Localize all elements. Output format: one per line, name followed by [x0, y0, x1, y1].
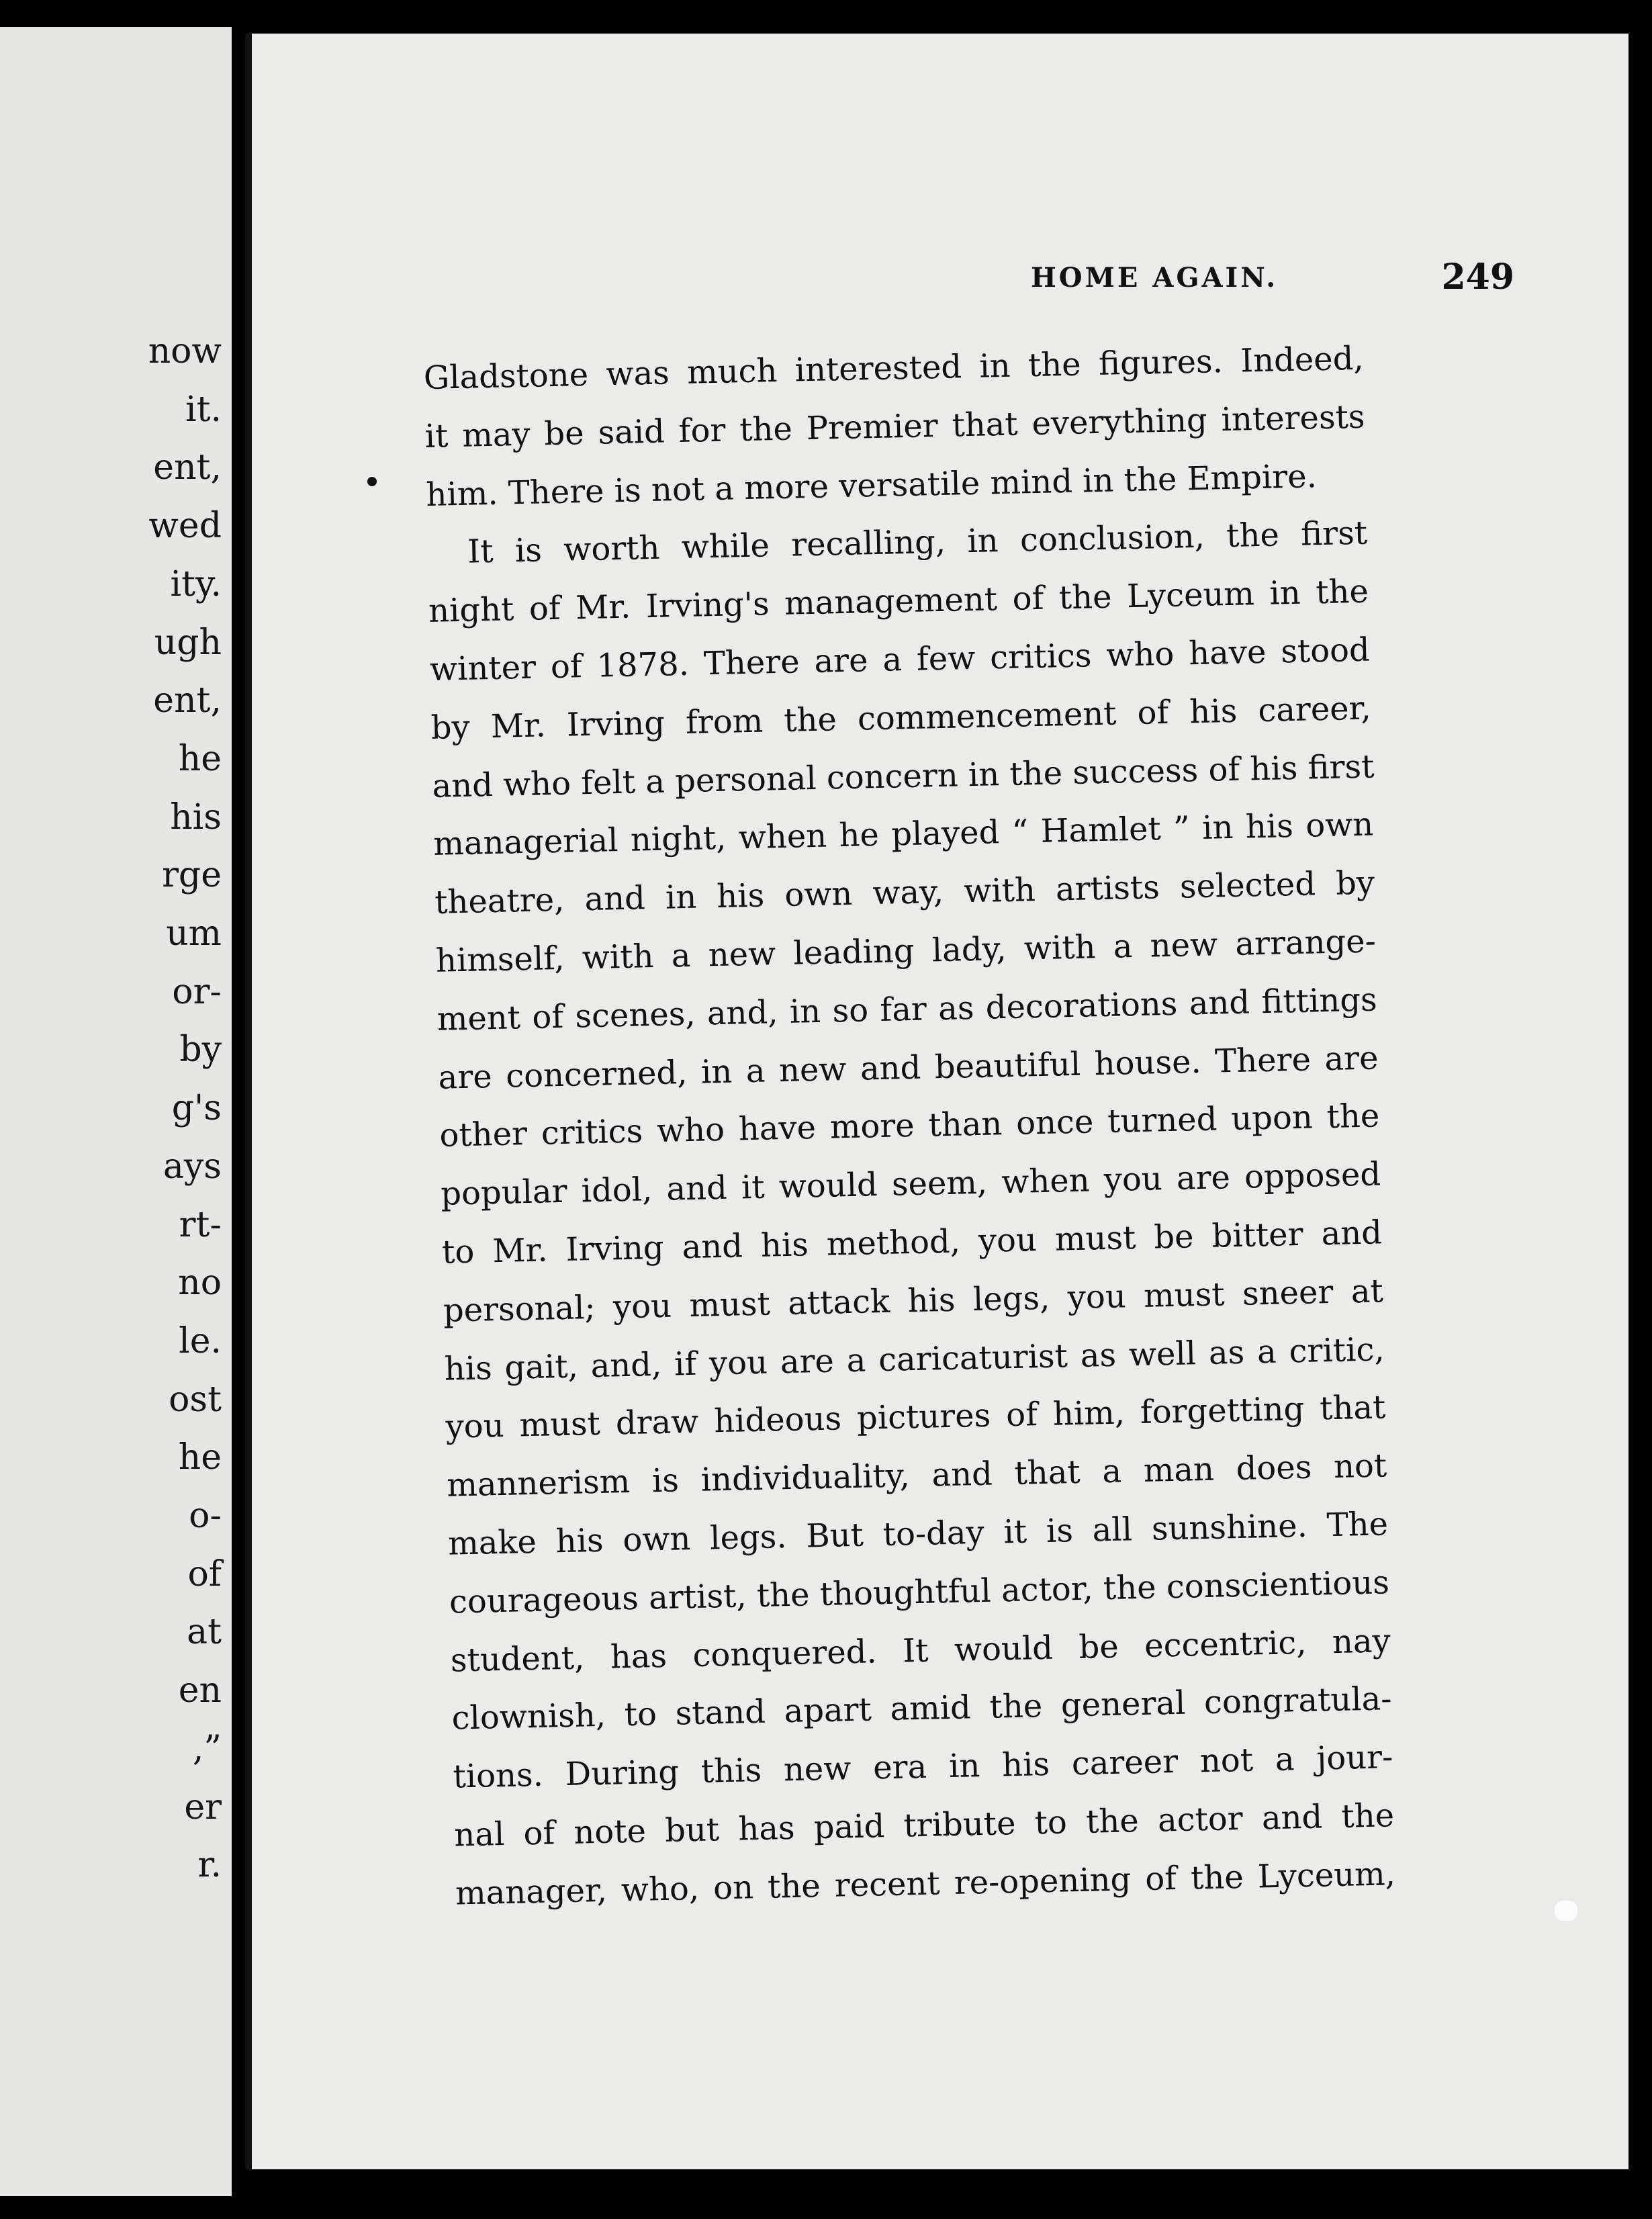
text-line: him. There is not a more versatile mind in the Empire. — [425, 457, 1318, 514]
left-fragment: ity. — [170, 563, 222, 604]
text-line: other critics who have more than once turned upon the — [439, 1097, 1380, 1155]
text-line: to Mr. Irving and his method, you must be bitter and — [441, 1214, 1383, 1271]
text-line: you must draw hideous pictures of him, forgetting that — [445, 1388, 1386, 1446]
text-line: himself, with a new leading lady, with a new arrange- — [435, 922, 1377, 980]
left-fragment: ent, — [153, 447, 222, 488]
text-line: tions. During this new era in his career not a jour- — [452, 1738, 1393, 1796]
text-line: ment of scenes, and, in so far as decorations and fittings — [437, 981, 1378, 1038]
left-fragment: now — [148, 331, 222, 371]
left-fragment: his — [170, 797, 222, 837]
left-fragment: wed — [148, 506, 222, 547]
text-line: nal of note but has paid tribute to the actor and the — [453, 1797, 1395, 1854]
text-line: night of Mr. Irving's management of the Lyceum in the — [428, 572, 1369, 631]
left-fragment: no — [178, 1263, 222, 1304]
text-line: student, has conquered. It would be eccentric, nay — [450, 1621, 1391, 1680]
text-line: managerial night, when he played “ Hamlet ” in his own — [432, 805, 1374, 864]
left-fragment: um — [166, 913, 222, 954]
scan-speck — [1555, 1901, 1577, 1921]
text-line: courageous artist, the thoughtful actor, the conscientious — [449, 1564, 1390, 1621]
text-line: and who felt a personal concern in the success of his first — [432, 748, 1375, 805]
body-text — [423, 330, 1396, 1923]
left-fragment: g's — [171, 1088, 222, 1129]
left-page-line-fragments — [0, 322, 222, 1895]
margin-dot-mark — [367, 477, 377, 486]
left-fragment: at — [187, 1612, 222, 1653]
left-fragment: r. — [197, 1845, 222, 1886]
text-line: popular idol, and it would seem, when you are opposed — [440, 1155, 1381, 1213]
text-line: winter of 1878. There are a few critics who have stood — [429, 631, 1371, 688]
text-line: personal; you must attack his legs, you must sneer at — [443, 1272, 1384, 1330]
text-line: clownish, to stand apart amid the general congratula- — [451, 1680, 1392, 1737]
text-line: Gladstone was much interested in the figures. Indeed, — [423, 339, 1365, 397]
left-fragment: o- — [189, 1496, 222, 1537]
left-fragment: ost — [169, 1379, 222, 1420]
left-fragment: rt- — [179, 1204, 222, 1245]
left-fragment: he — [178, 1437, 222, 1478]
text-line: make his own legs. But to-day it is all sunshine. The — [447, 1505, 1389, 1563]
running-head: HOME AGAIN. — [1031, 262, 1279, 293]
left-fragment: er — [184, 1786, 222, 1827]
left-fragment: rge — [162, 855, 222, 896]
left-fragment: ,” — [192, 1728, 222, 1769]
text-line: his gait, and, if you are a caricaturist as well as a critic, — [444, 1330, 1385, 1388]
page-header — [386, 257, 1514, 316]
text-line: mannerism is individuality, and that a man does not — [446, 1447, 1387, 1504]
left-fragment: en — [178, 1670, 222, 1711]
text-line: are concerned, in a new and beautiful house. There are — [438, 1039, 1379, 1097]
left-fragment: or- — [172, 971, 222, 1012]
left-fragment: of — [187, 1553, 222, 1594]
left-fragment: by — [179, 1030, 222, 1071]
left-fragment: ugh — [154, 622, 222, 663]
left-fragment: le. — [179, 1320, 222, 1361]
page-number: 249 — [1441, 257, 1514, 298]
left-fragment: ays — [163, 1146, 222, 1187]
text-line: manager, who, on the recent re-opening of the Lyceum, — [455, 1854, 1396, 1913]
left-facing-page — [0, 27, 232, 2196]
text-line: it may be said for the Premier that everything interests — [424, 398, 1365, 455]
text-line: It is worth while recalling, in conclusion, the first — [467, 514, 1368, 572]
text-line: theatre, and in his own way, with artists selected by — [434, 864, 1375, 921]
right-page — [245, 34, 1628, 2169]
left-fragment: he — [178, 738, 222, 779]
text-line: by Mr. Irving from the commencement of his career, — [430, 689, 1372, 747]
left-fragment: ent, — [153, 680, 222, 721]
left-fragment: it. — [185, 389, 222, 430]
